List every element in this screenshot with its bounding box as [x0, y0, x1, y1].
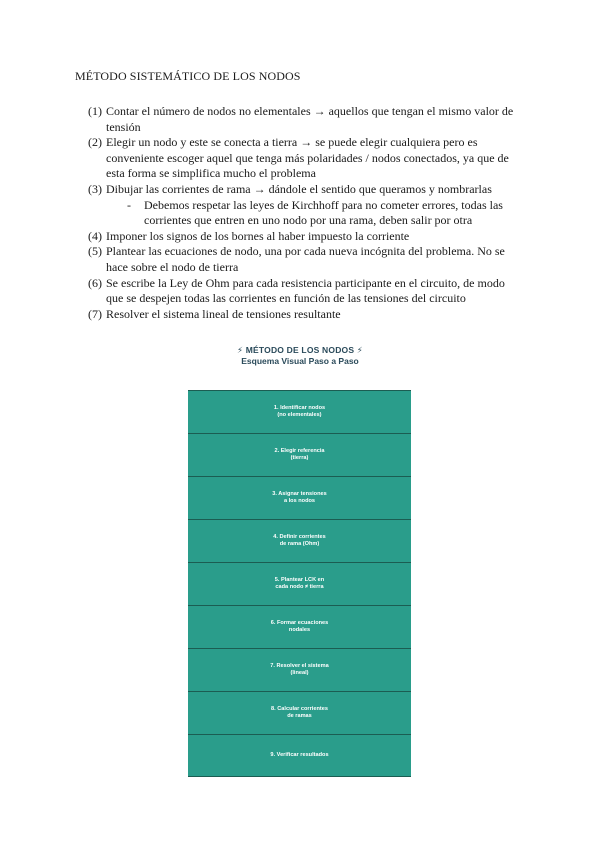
- step-text: Contar el número de nodos no elementales → aquellos que tengan el mismo valor de tensión: [106, 104, 514, 134]
- list-item: [75, 229, 525, 245]
- step-number: (5): [88, 244, 102, 259]
- step-number: (6): [88, 275, 102, 290]
- flow-step-9: 9. Verificar resultados: [188, 735, 411, 777]
- bullet-dash: -: [127, 197, 131, 212]
- flow-step-4: 4. Definir corrientes de rama (Ohm): [188, 520, 411, 563]
- step-text: Dibujar las corrientes de rama → dándole el sentido que queramos y nombrarlas: [106, 181, 492, 196]
- list-item: [75, 135, 525, 182]
- step-text: Plantear las ecuaciones de nodo, una por cada nueva incógnita del problema. No se hace sobre el nodo de tierra: [106, 244, 505, 274]
- list-item: [75, 104, 525, 135]
- list-item: [75, 307, 525, 323]
- flow-step-6: 6. Formar ecuaciones nodales: [188, 606, 411, 649]
- flow-step-1: 1. Identificar nodos (no elementales): [188, 391, 411, 434]
- step-text: Elegir un nodo y este se conecta a tierra → se puede elegir cualquiera pero es conveniente escoger aquel que tenga más polaridades / nodos conectados, ya que de esta forma se simplifica mucho el problema: [106, 135, 509, 181]
- flow-step-7: 7. Resolver el sistema (lineal): [188, 649, 411, 692]
- step-number: (2): [88, 135, 102, 150]
- step-number: (3): [88, 181, 102, 196]
- figure-title: ⚡ MÉTODO DE LOS NODOS ⚡: [237, 345, 363, 355]
- step-number: (7): [88, 306, 102, 321]
- list-subitem: [75, 198, 525, 229]
- list-item: [75, 182, 525, 198]
- steps-list: [75, 104, 525, 322]
- flow-step-2: 2. Elegir referencia (tierra): [188, 434, 411, 477]
- step-number: (1): [88, 104, 102, 118]
- list-item: [75, 276, 525, 307]
- subitem-text: Debemos respetar las leyes de Kirchhoff para no cometer errores, todas las corrientes que entren en uno nodo por una rama, deben salir por otra: [144, 197, 503, 228]
- step-text: Resolver el sistema lineal de tensiones resultante: [106, 306, 341, 321]
- flow-step-3: 3. Asignar tensiones a los nodos: [188, 477, 411, 520]
- flow-step-8: 8. Calcular corrientes de ramas: [188, 692, 411, 735]
- list-item: [75, 244, 525, 275]
- step-number: (4): [88, 228, 102, 243]
- step-text: Imponer los signos de los bornes al haber impuesto la corriente: [106, 228, 410, 243]
- figure-subtitle: Esquema Visual Paso a Paso: [241, 356, 359, 366]
- page-title: MÉTODO SISTEMÁTICO DE LOS NODOS: [75, 69, 301, 83]
- flow-step-5: 5. Plantear LCK en cada nodo ≠ tierra: [188, 563, 411, 606]
- flowchart: [188, 390, 411, 777]
- step-text: Se escribe la Ley de Ohm para cada resistencia participante en el circuito, de modo que se despejen todas las corrientes en función de las tensiones del circuito: [106, 275, 505, 306]
